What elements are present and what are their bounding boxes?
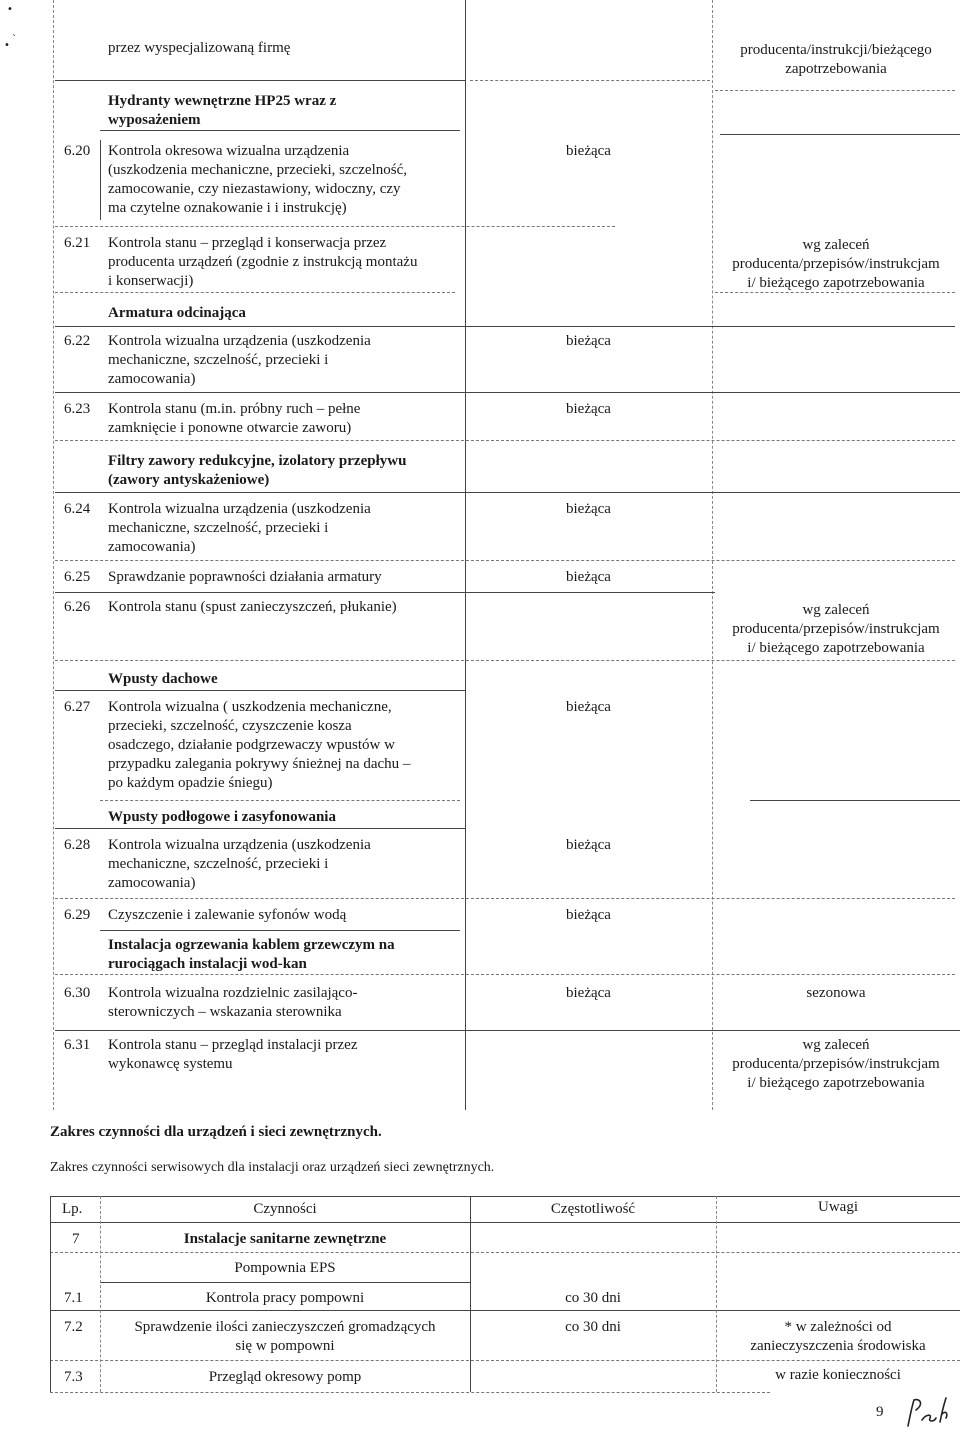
row-description: wykonawcę systemu xyxy=(108,1056,233,1072)
row-divider xyxy=(100,930,460,931)
row-number: 6.21 xyxy=(64,235,91,251)
column-header-lp: Lp. xyxy=(62,1201,83,1217)
row-frequency: bieżąca xyxy=(566,401,611,417)
continued-notes: producenta/instrukcji/bieżącego xyxy=(740,42,932,58)
continued-description: przez wyspecjalizowaną firmę xyxy=(108,40,291,56)
table-rule xyxy=(50,1196,51,1392)
row-frequency: bieżąca xyxy=(566,569,611,585)
row-frequency: bieżąca xyxy=(566,907,611,923)
row-number: 7 xyxy=(72,1231,80,1247)
scan-mark: • xyxy=(7,4,13,15)
row-number: 7.1 xyxy=(64,1290,83,1306)
row-divider xyxy=(55,828,465,829)
row-divider xyxy=(100,130,460,131)
continued-notes: zapotrzebowania xyxy=(785,61,887,77)
row-notes: zanieczyszczenia środowiska xyxy=(750,1338,926,1354)
row-description: Kontrola wizualna rozdzielnic zasilająco- xyxy=(108,985,358,1001)
row-number: 6.24 xyxy=(64,501,91,517)
row-notes: i/ bieżącego zapotrzebowania xyxy=(747,275,925,291)
row-notes: i/ bieżącego zapotrzebowania xyxy=(747,1075,925,1091)
row-description: Sprawdzanie poprawności działania armatury xyxy=(108,569,382,585)
row-frequency: bieżąca xyxy=(566,143,611,159)
column-header-uwagi: Uwagi xyxy=(818,1199,858,1215)
row-number: 6.25 xyxy=(64,569,91,585)
row-description: Sprawdzenie ilości zanieczyszczeń gromadzących xyxy=(134,1319,436,1335)
row-notes: producenta/przepisów/instrukcjam xyxy=(732,621,940,637)
row-description: Czyszczenie i zalewanie syfonów wodą xyxy=(108,907,347,923)
row-number: 7.3 xyxy=(64,1369,83,1385)
table-rule xyxy=(465,0,466,1110)
section-heading: Wpusty dachowe xyxy=(108,671,218,687)
row-description: Kontrola stanu (spust zanieczyszczeń, płukanie) xyxy=(108,599,397,615)
row-number: 6.28 xyxy=(64,837,91,853)
row-description: osadczego, działanie podgrzewaczy wpustów w xyxy=(108,737,395,753)
row-description: Kontrola stanu – przegląd i konserwacja przez xyxy=(108,235,387,251)
row-description: zamknięcie i ponowne otwarcie zaworu) xyxy=(108,420,352,436)
section-heading: Wpusty podłogowe i zasyfonowania xyxy=(108,809,336,825)
table-rule xyxy=(53,0,54,1110)
row-description: mechaniczne, szczelność, przecieki i xyxy=(108,856,329,872)
row-description: Kontrola wizualna ( uszkodzenia mechaniczne, xyxy=(108,699,392,715)
row-number: 6.20 xyxy=(64,143,91,159)
section-heading: Hydranty wewnętrzne HP25 wraz z xyxy=(108,93,337,109)
section-heading: rurociągach instalacji wod-kan xyxy=(108,956,307,972)
row-divider xyxy=(720,134,960,135)
row-divider xyxy=(55,440,955,441)
scan-mark: ` xyxy=(12,34,17,45)
row-description: zamocowanie, czy niezastawiony, widoczny, czy xyxy=(108,181,401,197)
table-rule xyxy=(712,0,713,1110)
section-heading: Armatura odcinająca xyxy=(108,305,246,321)
row-divider xyxy=(55,690,465,691)
row-description: zamocowania) xyxy=(108,371,196,387)
section-title: Zakres czynności dla urządzeń i sieci zewnętrznych. xyxy=(50,1124,382,1140)
section-heading: (zawory antyskażeniowe) xyxy=(108,472,270,488)
column-header-frequency: Częstotliwość xyxy=(550,1201,636,1217)
row-notes: sezonowa xyxy=(806,985,866,1001)
row-frequency: bieżąca xyxy=(566,985,611,1001)
column-header-czynnosci: Czynności xyxy=(253,1201,317,1217)
row-description: Kontrola okresowa wizualna urządzenia xyxy=(108,143,350,159)
subsection-heading: Pompownia EPS xyxy=(234,1260,336,1276)
row-description: Kontrola stanu (m.in. próbny ruch – pełne xyxy=(108,401,361,417)
row-description: Kontrola wizualna urządzenia (uszkodzenia xyxy=(108,837,371,853)
row-description: Kontrola wizualna urządzenia (uszkodzenia xyxy=(108,333,371,349)
page-number: 9 xyxy=(876,1404,884,1420)
row-notes: i/ bieżącego zapotrzebowania xyxy=(747,640,925,656)
row-divider xyxy=(55,974,955,975)
row-description: przecieki, szczelność, czyszczenie kosza xyxy=(108,718,352,734)
row-description: przypadku zalegania pokrywy śnieżnej na dachu – xyxy=(108,756,411,772)
section-heading: Filtry zawory redukcyjne, izolatory przepływu xyxy=(108,453,407,469)
row-divider xyxy=(55,1030,960,1031)
row-notes: producenta/przepisów/instrukcjam xyxy=(732,1056,940,1072)
row-number: 7.2 xyxy=(64,1319,83,1335)
row-notes: wg zaleceń xyxy=(802,1037,870,1053)
row-number: 6.27 xyxy=(64,699,91,715)
table-rule xyxy=(50,1196,960,1197)
row-divider xyxy=(715,90,955,91)
row-description: się w pompowni xyxy=(235,1338,335,1354)
row-divider xyxy=(750,800,960,801)
table-rule xyxy=(50,1222,960,1223)
row-divider xyxy=(100,800,460,801)
row-description: ma czytelne oznakowanie i i instrukcję) xyxy=(108,200,347,216)
section-subtitle: Zakres czynności serwisowych dla instalacji oraz urządzeń sieci zewnętrznych. xyxy=(50,1160,495,1175)
row-divider xyxy=(55,560,955,561)
row-notes: * w zależności od xyxy=(784,1319,892,1335)
handwritten-initials xyxy=(900,1396,950,1428)
row-divider xyxy=(55,326,955,327)
row-description: po każdym opadzie śniegu) xyxy=(108,775,273,791)
table-rule xyxy=(100,1282,470,1283)
row-divider xyxy=(470,80,710,81)
section-heading: Instalacje sanitarne zewnętrzne xyxy=(183,1231,387,1247)
row-number: 6.23 xyxy=(64,401,91,417)
row-number: 6.22 xyxy=(64,333,91,349)
row-description: producenta urządzeń (zgodnie z instrukcją montażu xyxy=(108,254,418,270)
table-rule xyxy=(100,140,101,220)
row-notes: w razie konieczności xyxy=(775,1367,901,1383)
table-rule xyxy=(50,1252,960,1253)
row-description: mechaniczne, szczelność, przecieki i xyxy=(108,520,329,536)
row-frequency: bieżąca xyxy=(566,501,611,517)
section-heading: Instalacja ogrzewania kablem grzewczym na xyxy=(108,937,395,953)
table-rule xyxy=(50,1360,960,1361)
row-notes: wg zaleceń xyxy=(802,602,870,618)
row-description: Kontrola pracy pompowni xyxy=(205,1290,365,1306)
row-description: Przegląd okresowy pomp xyxy=(208,1369,362,1385)
row-notes: wg zaleceń xyxy=(802,237,870,253)
table-rule xyxy=(50,1392,770,1393)
row-divider xyxy=(55,80,465,81)
row-description: zamocowania) xyxy=(108,875,196,891)
row-frequency: bieżąca xyxy=(566,837,611,853)
row-description: i konserwacji) xyxy=(108,273,194,289)
row-divider xyxy=(55,392,960,393)
row-divider xyxy=(55,592,715,593)
scan-mark: • xyxy=(4,40,10,51)
row-divider xyxy=(55,492,960,493)
row-frequency: bieżąca xyxy=(566,333,611,349)
row-description: sterowniczych – wskazania sterownika xyxy=(108,1004,342,1020)
row-frequency: bieżąca xyxy=(566,699,611,715)
row-divider xyxy=(55,292,455,293)
row-description: (uszkodzenia mechaniczne, przecieki, szczelność, xyxy=(108,162,408,178)
row-description: Kontrola stanu – przegląd instalacji przez xyxy=(108,1037,358,1053)
row-divider xyxy=(55,660,955,661)
row-number: 6.26 xyxy=(64,599,91,615)
table-rule xyxy=(50,1310,960,1311)
row-frequency: co 30 dni xyxy=(565,1319,621,1335)
row-number: 6.29 xyxy=(64,907,91,923)
row-notes: producenta/przepisów/instrukcjam xyxy=(732,256,940,272)
row-divider xyxy=(55,898,955,899)
row-number: 6.31 xyxy=(64,1037,91,1053)
row-number: 6.30 xyxy=(64,985,91,1001)
section-heading: wyposażeniem xyxy=(108,112,201,128)
table-rule xyxy=(716,1196,717,1392)
row-description: zamocowania) xyxy=(108,539,196,555)
row-description: Kontrola wizualna urządzenia (uszkodzenia xyxy=(108,501,371,517)
row-divider xyxy=(55,226,615,227)
row-description: mechaniczne, szczelność, przecieki i xyxy=(108,352,329,368)
row-frequency: co 30 dni xyxy=(565,1290,621,1306)
